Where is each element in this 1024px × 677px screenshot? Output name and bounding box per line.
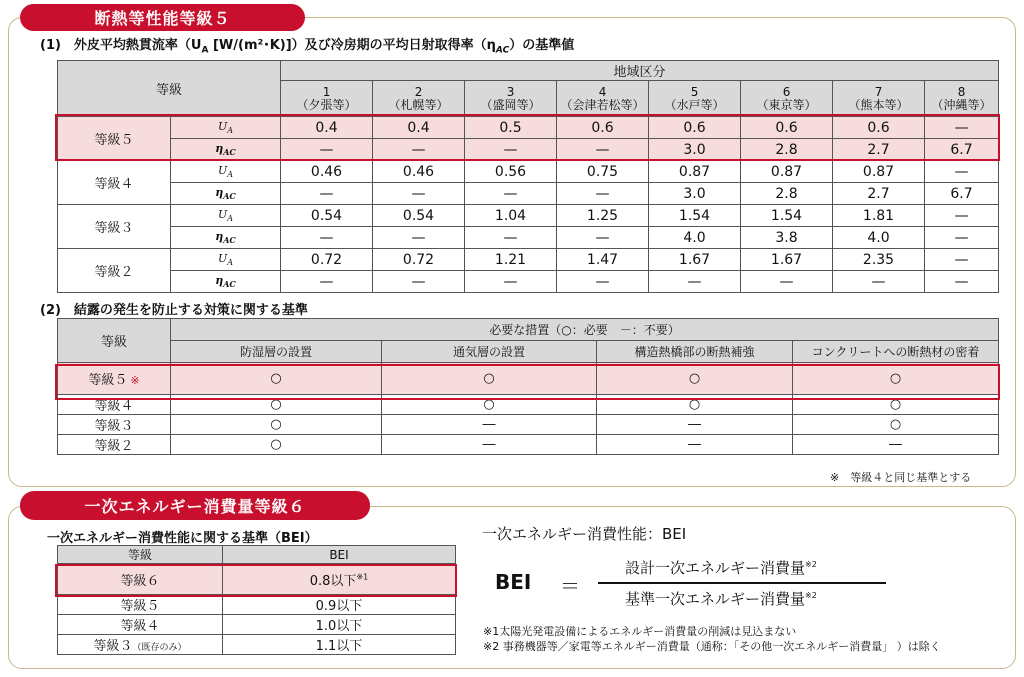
grade-text: 等級４ (120, 619, 160, 634)
section2-subtitle: 一次エネルギー消費性能に関する基準（BEI） (47, 531, 318, 546)
grade-text: 等級３ (94, 419, 134, 434)
ua-value: 1.04 (465, 205, 557, 227)
ua-value: 1.54 (649, 205, 741, 227)
measure-value: ○ (597, 363, 793, 395)
grade-text: 等級４ (94, 399, 134, 414)
eta-value: — (925, 227, 999, 249)
ua-value: — (925, 249, 999, 271)
formula-title: 一次エネルギー消費性能：BEI (482, 525, 687, 543)
region-name: （会津若松等） (560, 97, 645, 112)
eta-value: 4.0 (649, 227, 741, 249)
ua-value: 2.35 (833, 249, 925, 271)
eta-symbol (171, 271, 281, 293)
eta-symbol (171, 227, 281, 249)
eta-symbol (171, 139, 281, 161)
grade-label (58, 635, 223, 655)
eta-value: — (465, 183, 557, 205)
table-row (58, 205, 999, 227)
region-3-header (465, 81, 557, 117)
grade-note: （既存のみ） (132, 643, 187, 653)
grade-label (58, 363, 171, 395)
table-row (58, 227, 999, 249)
eta-value: — (557, 227, 649, 249)
region-number: 4 (598, 84, 607, 99)
bei-text: 0.9以下 (315, 599, 363, 614)
formula-numerator: 設計一次エネルギー消費量$^{※2}$ (625, 559, 817, 577)
measure-value: ― (597, 415, 793, 435)
ua-value: 0.46 (281, 161, 373, 183)
ua-symbol (171, 249, 281, 271)
measure-column-header: 構造熱橋部の断熱補強 (597, 341, 793, 363)
ua-value: 0.6 (557, 117, 649, 139)
ua-value: — (925, 161, 999, 183)
eta-letter: η (215, 185, 224, 199)
grade-label (58, 415, 171, 435)
bei-text: 0.8以下 (309, 573, 357, 589)
region-8-header (925, 81, 999, 117)
measure-value: ○ (171, 415, 382, 435)
ua-value: 0.72 (373, 249, 465, 271)
ua-value: 0.75 (557, 161, 649, 183)
ua-value: 0.4 (281, 117, 373, 139)
measure-value: ○ (171, 395, 382, 415)
ua-value: 1.67 (741, 249, 833, 271)
grade-text: 等級５ (120, 599, 160, 614)
eta-value: — (465, 139, 557, 161)
table-row (58, 415, 999, 435)
eta-value: 2.7 (833, 183, 925, 205)
table-row (58, 635, 456, 655)
eta-value: — (465, 271, 557, 293)
table-row (58, 183, 999, 205)
ua-letter: U (217, 251, 228, 265)
bei-value (223, 595, 456, 615)
condensation-table (57, 318, 999, 455)
region-number: 7 (874, 84, 883, 99)
region-4-header (557, 81, 649, 117)
grade-header: 等級 (58, 61, 281, 117)
ua-value: 1.54 (741, 205, 833, 227)
bei-text: 1.0以下 (315, 619, 363, 634)
region-1-header (281, 81, 373, 117)
grade-label: 等級５ (58, 117, 171, 161)
ua-symbol (171, 161, 281, 183)
bei-table-header: BEI (223, 546, 456, 564)
measure-value: ○ (382, 395, 597, 415)
ua-value: 0.4 (373, 117, 465, 139)
measure-value: ○ (793, 395, 999, 415)
grade-label (58, 564, 223, 595)
bei-note-2: ※2 事務機器等／家電等エネルギー消費量（通称：「その他一次エネルギー消費量」 ）は除く (483, 640, 941, 653)
eta-value: — (557, 139, 649, 161)
eta-value: 6.7 (925, 139, 999, 161)
eta-value: — (557, 183, 649, 205)
eta-value: 6.7 (925, 183, 999, 205)
eta-sub: AC (223, 279, 236, 290)
ua-value: 0.87 (833, 161, 925, 183)
eta-value: — (281, 139, 373, 161)
eta-value: 3.0 (649, 183, 741, 205)
eta-value: — (833, 271, 925, 293)
ua-value: 0.46 (373, 161, 465, 183)
eta-value: — (465, 227, 557, 249)
eta-value: — (281, 271, 373, 293)
grade-label: 等級４ (58, 161, 171, 205)
grade-label: 等級３ (58, 205, 171, 249)
grade-label (58, 435, 171, 455)
measure-value: ○ (793, 415, 999, 435)
measure-value: ○ (793, 363, 999, 395)
grade-label: 等級２ (58, 249, 171, 293)
measure-value: ― (597, 435, 793, 455)
ua-value: 0.72 (281, 249, 373, 271)
table-row (58, 249, 999, 271)
ua-value: 1.47 (557, 249, 649, 271)
ua-value: — (925, 117, 999, 139)
region-name: （札幌等） (388, 97, 449, 112)
region-name: （盛岡等） (480, 97, 541, 112)
ua-value: 1.21 (465, 249, 557, 271)
ua-sub: A (227, 214, 234, 224)
eta-value: 2.7 (833, 139, 925, 161)
table-row (58, 139, 999, 161)
ua-sub: A (227, 258, 234, 268)
region-name: （東京等） (756, 97, 817, 112)
table-row (58, 615, 456, 635)
grade-text: 等級６ (120, 573, 160, 589)
measure-value: ― (793, 435, 999, 455)
ua-value: 0.6 (741, 117, 833, 139)
measure-column-header: 防湿層の設置 (171, 341, 382, 363)
ua-value: 0.6 (833, 117, 925, 139)
region-name: （夕張等） (296, 97, 357, 112)
formula-lhs: BEI (495, 570, 532, 594)
ua-value: 1.25 (557, 205, 649, 227)
eta-value: 4.0 (833, 227, 925, 249)
region-name: （水戸等） (664, 97, 725, 112)
bei-table (57, 545, 456, 655)
t2-grade-header: 等級 (58, 319, 171, 363)
grade-label (58, 595, 223, 615)
ua-sub: A (227, 126, 234, 136)
region-number: 8 (957, 84, 966, 99)
bei-value (223, 635, 456, 655)
measure-column-header: 通気層の設置 (382, 341, 597, 363)
eta-value: — (741, 271, 833, 293)
region-name: （沖縄等） (931, 97, 992, 112)
ua-value: 0.5 (465, 117, 557, 139)
eta-value: — (925, 271, 999, 293)
table-row (58, 564, 456, 595)
eta-value: 2.8 (741, 183, 833, 205)
table-row (58, 595, 456, 615)
eta-letter: η (215, 229, 224, 243)
table-row (58, 435, 999, 455)
ua-symbol (171, 205, 281, 227)
eta-sub: AC (223, 235, 236, 246)
region-number: 2 (414, 84, 423, 99)
grade-label (58, 395, 171, 415)
eta-value: — (649, 271, 741, 293)
measure-value: ○ (382, 363, 597, 395)
eta-value: 2.8 (741, 139, 833, 161)
grade-text: 等級２ (94, 439, 134, 454)
measure-value: ○ (171, 435, 382, 455)
section1-title: 断熱等性能等級５ (20, 4, 305, 31)
ua-value: 1.81 (833, 205, 925, 227)
region-2-header (373, 81, 465, 117)
region-number: 6 (782, 84, 791, 99)
formula-equals: ＝ (560, 574, 580, 598)
region-header: 地域区分 (281, 61, 999, 81)
eta-value: — (281, 183, 373, 205)
ua-letter: U (217, 163, 228, 177)
section2-title: 一次エネルギー消費量等級６ (20, 491, 370, 520)
formula-denominator: 基準一次エネルギー消費量$^{※2}$ (625, 590, 817, 608)
bei-text: 1.1以下 (315, 639, 363, 654)
ua-symbol (171, 117, 281, 139)
table-row (58, 271, 999, 293)
region-5-header (649, 81, 741, 117)
eta-sub: AC (223, 191, 236, 202)
grade-mark: ※ (130, 374, 140, 387)
ua-value: 0.56 (465, 161, 557, 183)
eta-symbol (171, 183, 281, 205)
t2-measure-header: 必要な措置（○：必要 －：不要） (171, 319, 999, 341)
formula-fraction-line (598, 582, 886, 584)
bei-sup: ※1 (356, 572, 369, 582)
bei-value (223, 564, 456, 595)
grade-text: 等級５ (88, 373, 128, 388)
bei-value (223, 615, 456, 635)
section1-subtitle-1: (1) 外皮平均熱貫流率（$U_A$ [W/(m²･K)]）及び冷房期の平均日射取得率$(\eta_{AC})$の基準値 (40, 38, 575, 56)
region-number: 1 (322, 84, 331, 99)
ua-value: — (925, 205, 999, 227)
region-6-header (741, 81, 833, 117)
eta-value: — (373, 183, 465, 205)
region-number: 3 (506, 84, 515, 99)
region-number: 5 (690, 84, 699, 99)
ua-value: 0.87 (649, 161, 741, 183)
eta-value: 3.8 (741, 227, 833, 249)
eta-value: — (373, 139, 465, 161)
region-name: （熊本等） (848, 97, 909, 112)
ua-value: 0.6 (649, 117, 741, 139)
table-row (58, 161, 999, 183)
section1-footnote: ※ 等級４と同じ基準とする (830, 471, 972, 484)
table-row (58, 117, 999, 139)
region-7-header (833, 81, 925, 117)
table-row (58, 395, 999, 415)
eta-value: 3.0 (649, 139, 741, 161)
ua-value: 1.67 (649, 249, 741, 271)
ua-value: 0.54 (281, 205, 373, 227)
eta-value: — (557, 271, 649, 293)
eta-letter: η (215, 273, 224, 287)
eta-letter: η (215, 141, 224, 155)
measure-value: ― (382, 435, 597, 455)
table-row (58, 363, 999, 395)
bei-note-1: ※1太陽光発電設備によるエネルギー消費量の削減は見込まない (483, 625, 797, 638)
measure-column-header: コンクリートへの断熱材の密着 (793, 341, 999, 363)
eta-value: — (281, 227, 373, 249)
bei-table-header: 等級 (58, 546, 223, 564)
eta-value: — (373, 227, 465, 249)
ua-letter: U (217, 207, 228, 221)
section1-subtitle-2: (2) 結露の発生を防止する対策に関する基準 (40, 303, 308, 318)
ua-letter: U (217, 119, 228, 133)
measure-value: ○ (171, 363, 382, 395)
eta-sub: AC (223, 147, 236, 158)
measure-value: ― (382, 415, 597, 435)
eta-value: — (373, 271, 465, 293)
measure-value: ○ (597, 395, 793, 415)
ua-value: 0.54 (373, 205, 465, 227)
ua-sub: A (227, 170, 234, 180)
insulation-table (57, 60, 999, 293)
ua-value: 0.87 (741, 161, 833, 183)
grade-text: 等級３ (93, 639, 133, 654)
grade-label (58, 615, 223, 635)
